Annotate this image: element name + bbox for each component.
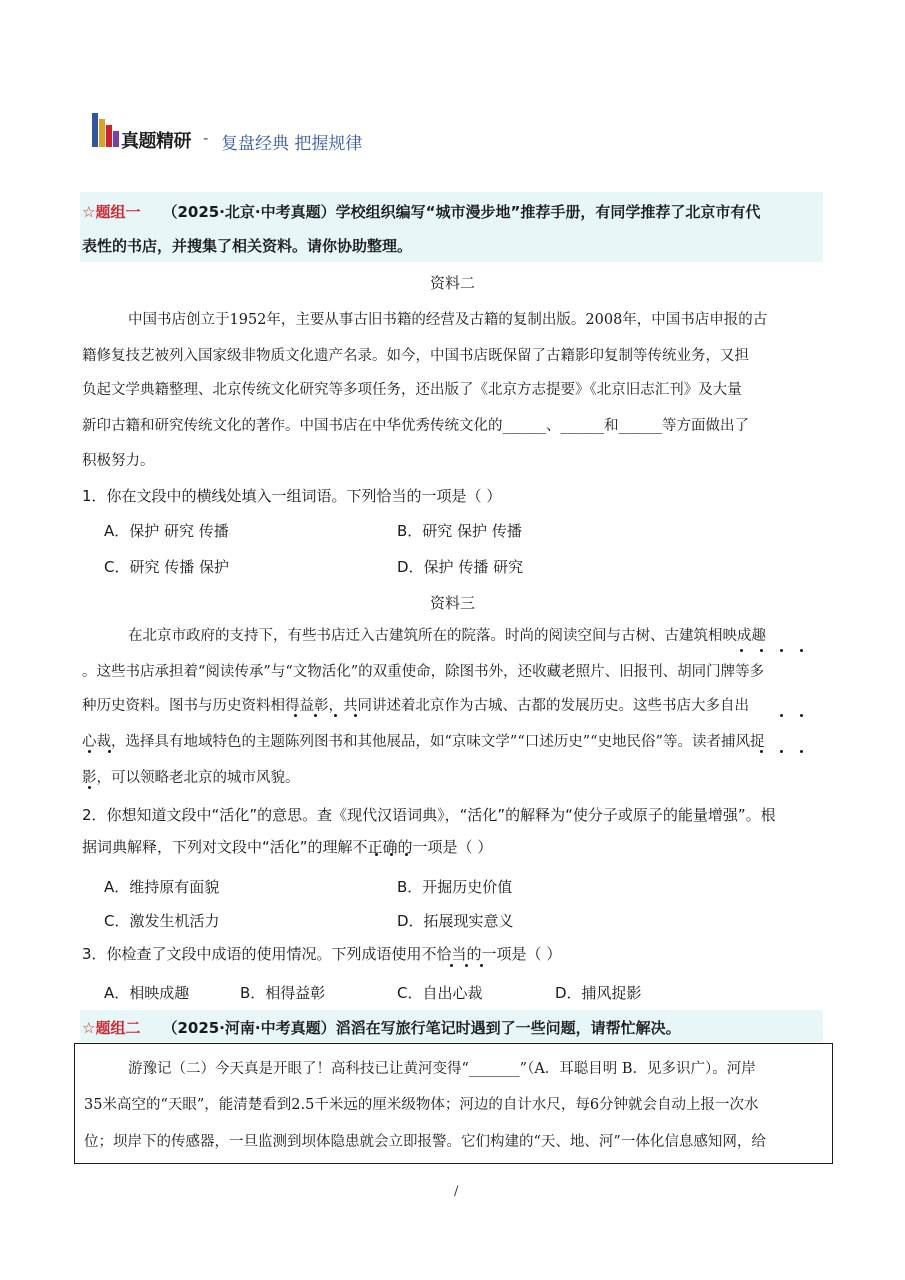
passage-line: 35米高空的“天眼”，能清楚看到2.5千米远的厘米级物体；河边的自计水尺，每6分钟就会自动上报一次水 [84, 1097, 759, 1113]
material3-line: 在北京市政府的支持下，有些书店迁入古建筑所在的院落。时尚的阅读空间与古树、古建筑相映成趣 [128, 628, 766, 644]
passage-line: 游豫记（二）今天真是开眼了！高科技已让黄河变得“_______”（A．耳聪目明 B．见多识广）。河岸 [128, 1061, 756, 1077]
q2-option-c[interactable]: C．激发生机活力 [104, 912, 220, 930]
material3-title: 资料三 [429, 594, 475, 612]
q1-option-a[interactable]: A．保护 研究 传播 [104, 522, 229, 540]
material2-line: 中国书店创立于1952年，主要从事古旧书籍的经营及古籍的复制出版。2008年，中国书店申报的古 [128, 312, 768, 328]
bar-chart-logo-icon [92, 113, 122, 147]
q2-option-d[interactable]: D．拓展现实意义 [397, 912, 514, 930]
material2-line: 新印古籍和研究传统文化的著作。中国书店在中华优秀传统文化的______、______和______等方面做出了 [82, 418, 749, 434]
q3-stem: 3．你检查了文段中成语的使用情况。下列成语使用不恰当的一项是（ ） [82, 945, 562, 963]
material3-line: 种历史资料。图书与历史资料相得益彰，共同讲述着北京作为古城、古都的发展历史。这些书店大多自出 [82, 698, 749, 714]
q3-option-d[interactable]: D．捕风捉影 [555, 984, 642, 1002]
group1-line2: 表性的书店，并搜集了相关资料。请你协助整理。 [82, 237, 413, 255]
material2-line: 负起文学典籍整理、北京传统文化研究等多项任务，还出版了《北京方志提要》《北京旧志汇刊》及大量 [82, 382, 742, 398]
material2-title: 资料二 [429, 274, 475, 292]
q1-option-c[interactable]: C．研究 传播 保护 [104, 558, 230, 576]
header-dash: - [203, 129, 209, 147]
q2-stem-line2: 据词典解释，下列对文段中“活化”的理解不正确的一项是（ ） [82, 838, 493, 856]
material3-line: 。这些书店承担着“阅读传承”与“文物活化”的双重使命，除图书外，还收藏老照片、旧报刊、胡同门牌等多 [82, 664, 765, 680]
q2-stem-line1: 2．你想知道文段中“活化”的意思。查《现代汉语词典》，“活化”的解释为“使分子或原子的能量增强”。根 [82, 806, 776, 824]
material2-line: 积极努力。 [82, 453, 155, 469]
passage-line: 位；坝岸下的传感器，一旦监测到坝体隐患就会立即报警。它们构建的“天、地、河”一体化信息感知网，给 [84, 1134, 766, 1150]
page-number: / [454, 1184, 459, 1199]
group1-label: ☆题组一 [82, 203, 141, 221]
material3-line: 影，可以领略老北京的城市风貌。 [82, 770, 300, 786]
header-subtitle: 复盘经典 把握规律 [221, 134, 363, 154]
material2-line: 籍修复技艺被列入国家级非物质文化遗产名录。如今，中国书店既保留了古籍影印复制等传统业务，又担 [82, 348, 749, 364]
q1-stem: 1．你在文段中的横线处填入一组词语。下列恰当的一项是（ ） [82, 487, 502, 505]
q3-option-a[interactable]: A．相映成趣 [104, 984, 190, 1002]
q2-option-b[interactable]: B．开掘历史价值 [397, 878, 513, 896]
q1-option-d[interactable]: D．保护 传播 研究 [397, 558, 524, 576]
q1-option-b[interactable]: B．研究 保护 传播 [397, 522, 522, 540]
q3-option-c[interactable]: C．自出心裁 [397, 984, 483, 1002]
material3-line: 心裁，选择具有地域特色的主题陈列图书和其他展品，如“京味文学”“口述历史”“史地民俗”等。读者捕风捉 [82, 734, 765, 750]
q3-option-b[interactable]: B．相得益彰 [240, 984, 326, 1002]
header-title: 真题精研 [121, 131, 191, 152]
group1-line1: ☆题组一 （2025·北京·中考真题）学校组织编写“城市漫步地”推荐手册，有同学推荐了北京市有代 [82, 203, 761, 221]
q2-option-a[interactable]: A．维持原有面貌 [104, 878, 220, 896]
group2-label: ☆题组二 [82, 1019, 141, 1037]
group2-line: ☆题组二 （2025·河南·中考真题）滔滔在写旅行笔记时遇到了一些问题，请帮忙解决。 [82, 1019, 681, 1037]
